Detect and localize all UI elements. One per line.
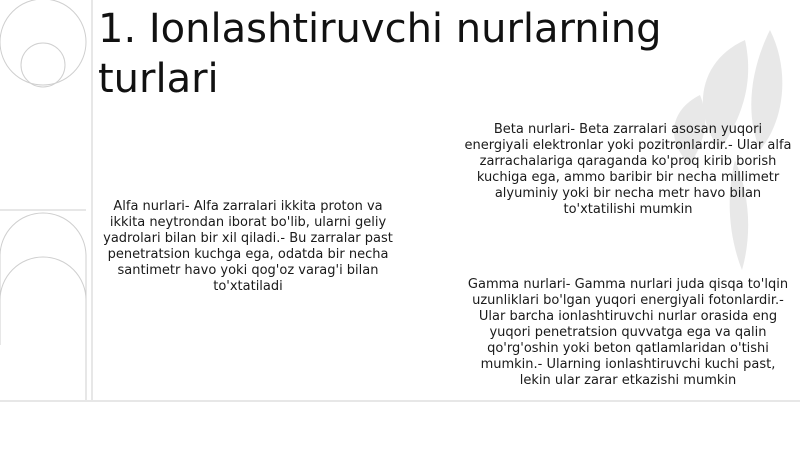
alfa-rays-text: Alfa nurlari- Alfa zarralari ikkita proton va ikkita neytrondan iborat bo'lib, ularni geliy yadrolari bilan bir xil qiladi.- Bu zarralar past penetratsion kuchga ega, odatda bir necha santimetr havo yoki qog'oz varag'i bilan to'xtatiladi: [103, 199, 393, 294]
gamma-rays-text: Gamma nurlari- Gamma nurlari juda qisqa to'lqin uzunliklari bo'lgan yuqori energiyali fotonlardir.- Ular barcha ionlashtiruvchi nurlar orasida eng yuqori penetratsion quvvatga ega va qalin qo'rg'oshin yoki beton qatlamlaridan o'tishi mumkin.- Ularning ionlashtiruvchi kuchi past, lekin ular zarar etkazishi mumkin: [467, 277, 789, 388]
beta-rays-text: Beta nurlari- Beta zarralari asosan yuqori energiyali elektronlar yoki pozitronlardir.- Ular alfa zarrachalariga qaraganda ko'proq kirib borish kuchiga ega, ammo baribir bir necha millimetr alyuminiy yoki bir necha metr havo bilan to'xtatilishi mumkin: [464, 122, 792, 217]
slide-title: 1. Ionlashtiruvchi nurlarning turlari: [98, 6, 662, 102]
